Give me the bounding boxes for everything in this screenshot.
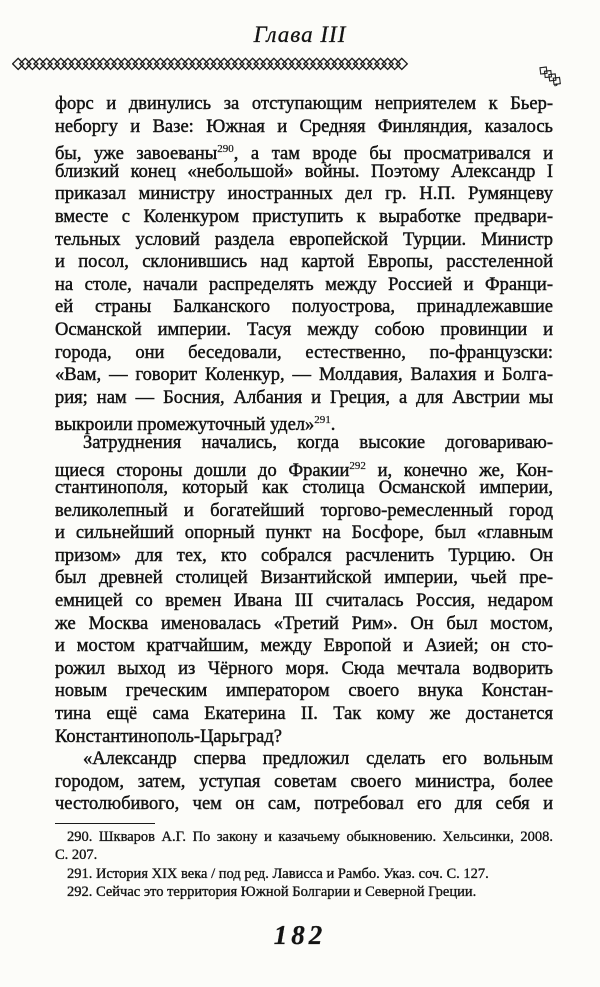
page-number: 182 <box>273 920 327 950</box>
text-line: и посол, склонившись над картой Европы, расстеленной <box>55 252 553 273</box>
text-line: Затруднения начались, когда высокие договариваю- <box>83 432 553 453</box>
text-line: рия; нам — Босния, Албания и Греция, а для Австрии мы <box>55 387 553 408</box>
text-line: города, они беседовали, естественно, по-французски: <box>55 342 553 363</box>
text-line: на столе, начали распределять между Россией и Франци- <box>55 274 553 295</box>
body-text <box>55 93 553 816</box>
text-line: тельных условий раздела европейской Турции. Министр <box>55 229 553 250</box>
text-line: «Вам, — говорит Коленкур, — Молдавия, Валахия и Болга- <box>55 365 553 386</box>
text-line: и сильнейший опорный пункт на Босфоре, был «главным <box>55 523 553 544</box>
footnote-line: 292. Сейчас это территория Южной Болгарии и Северной Греции. <box>67 884 477 901</box>
footnote-marker: 292 <box>349 459 366 472</box>
text-line: щиеся стороны дошли до Фракии$^{292}$ и, конечно же, Кон- <box>55 459 553 481</box>
text-line: призом» для тех, кто собрался расчленить Турцию. Он <box>55 545 553 566</box>
text-line: форс и двинулись за отступающим неприятелем к Бьер- <box>55 94 553 114</box>
text-line: стантинополя, который как столица Османской империи, <box>55 478 553 499</box>
footnote-marker: 291 <box>314 414 331 427</box>
text-line: выкроили промежуточный удел»$^{291}$. <box>55 414 336 436</box>
text-line: приказал министру иностранных дел гр. Н.П. Румянцеву <box>55 184 553 205</box>
text-line: ей страны Балканского полуострова, принадлежавшие <box>55 297 553 318</box>
footnote-line: 291. История XIX века / под ред. Лависса и Рамбо. Указ. соч. С. 127. <box>67 865 489 882</box>
footnote-marker: 290 <box>217 143 234 156</box>
text-line: рожил выход из Чёрного моря. Сюда мечтала водворить <box>55 658 553 679</box>
diamond-chain-ornament: ◇◇◇◇◇◇◇◇◇◇◇◇◇◇◇◇◇◇◇◇◇◇◇◇◇◇◇◇◇◇◇◇◇◇◇◇◇◇◇◇◇◇◇◇◇◇◇◇◇◇◇◇◇◇◇ <box>12 55 403 72</box>
footnote-rule <box>55 823 155 824</box>
text-line: великолепный и богатейший торгово-ремесленный город <box>55 500 553 521</box>
text-line: емницей со времен Ивана III считалась Россия, недаром <box>55 591 553 612</box>
text-line: Константинополь-Царьград? <box>55 726 283 747</box>
footnote-line: 290. Шкваров А.Г. По закону и казачьему обыкновению. Хельсинки, 2008. <box>67 829 553 845</box>
footnotes <box>55 823 553 902</box>
text-line: тина ещё сама Екатерина II. Так кому же достанется <box>55 704 553 725</box>
chapter-heading: Глава III <box>253 22 347 47</box>
text-line: же Москва именовалась «Третий Рим». Он был мостом, <box>55 613 553 634</box>
text-line: Османской империи. Тасуя между собою провинции и <box>55 319 553 340</box>
text-line: честолюбивого, чем он сам, потребовал его для себя и <box>55 794 553 815</box>
text-line: бы, уже завоеваны$^{290}$, а там вроде бы просматривался и <box>55 143 553 165</box>
footnote-lines <box>55 828 553 902</box>
text-line: неборгу и Вазе: Южная и Средняя Финляндия, казалось <box>55 116 553 137</box>
text-line: близкий конец «небольшой» войны. Поэтому Александр I <box>55 161 553 182</box>
text-line: вместе с Коленкуром приступить к выработке предвари- <box>55 206 553 227</box>
footnote-line: С. 207. <box>55 847 98 864</box>
text-line: новым греческим императором своего внука Констан- <box>55 681 553 702</box>
text-line: городом, затем, уступая советам своего министра, более <box>55 771 553 792</box>
text-line: и мостом кратчайшим, между Европой и Азией; он сто- <box>55 636 553 657</box>
diamond-chain-tail: ◇◇◇◇, <box>535 60 562 86</box>
text-line: был древней столицей Византийской империи, чьей пре- <box>55 568 553 589</box>
text-line: «Александр сперва предложил сделать его вольным <box>83 749 553 770</box>
